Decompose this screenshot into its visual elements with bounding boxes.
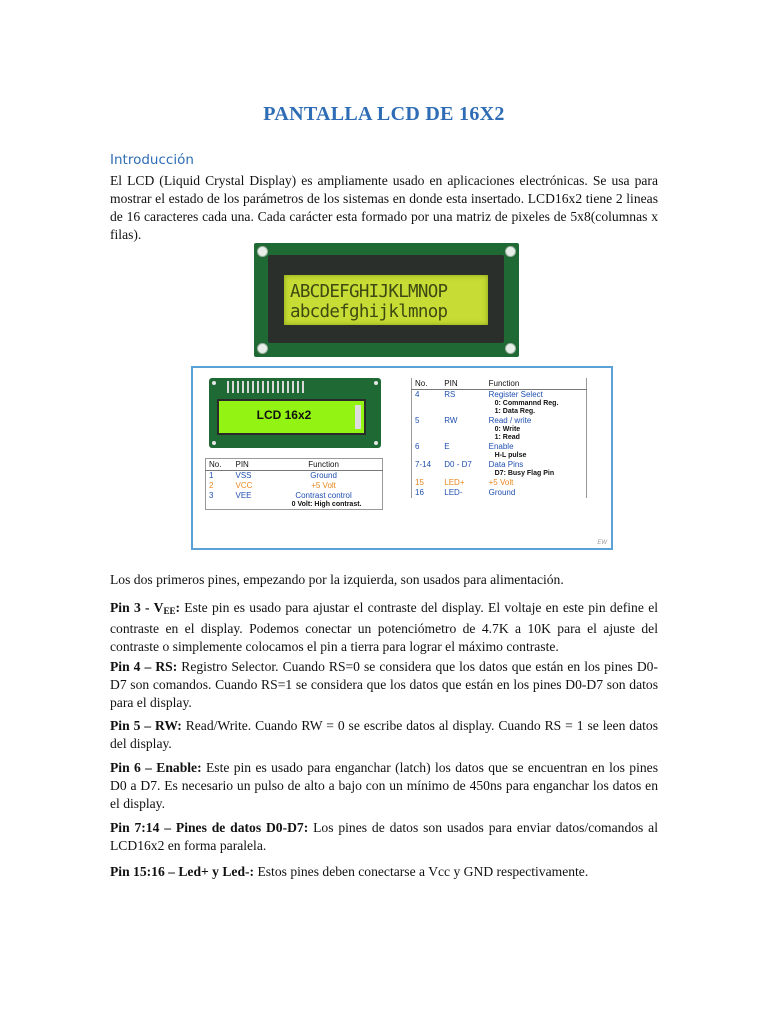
- pin-function: Ground: [488, 488, 516, 497]
- lcd-board-screen: [217, 399, 366, 435]
- table-row: [206, 481, 383, 491]
- table-row: [412, 488, 587, 498]
- pin-number: 4: [415, 390, 420, 399]
- pin-6-label: Pin 6 – Enable:: [110, 760, 202, 775]
- col-header-no: No.: [412, 378, 442, 390]
- lcd-bezel: [268, 255, 504, 343]
- pin-function-label: Data Pins: [488, 460, 524, 469]
- pin-4-text: Registro Selector. Cuando RS=0 se considera que los datos que están en los pines D0-D7 son comandos. Cuando RS=1 se considera que los datos que están en los pines D0-D7 son datos para el display.: [110, 659, 658, 710]
- pin-6-text: Este pin es usado para enganchar (latch) los datos que se encuentran en los pines D0 a D7. Es necesario un pulso de alto a bajo con un mínimo de 450ns para enganchar los datos en el display.: [110, 760, 658, 811]
- pinout-figure: [191, 366, 613, 550]
- pin-15-16-label: Pin 15:16 – Led+ y Led-:: [110, 864, 255, 879]
- pin-3-label-text: Pin 3 - V: [110, 600, 164, 615]
- pin-function-note: 1: Read: [494, 434, 520, 441]
- lcd-row-1: ABCDEFGHIJKLMNOP: [290, 282, 448, 302]
- pin-5-paragraph: [110, 717, 658, 753]
- pin-5-text: Read/Write. Cuando RW = 0 se escribe datos al display. Cuando RS = 1 se leen datos del display.: [110, 718, 659, 751]
- contrast-bar-icon: [355, 405, 361, 429]
- lcd-screen: [284, 275, 488, 325]
- pin-function-note: D7: Busy Flag Pin: [494, 470, 555, 477]
- col-header-function: Function: [486, 378, 587, 390]
- pin-number: 2: [209, 481, 214, 490]
- pin-name: VSS: [235, 471, 252, 480]
- pin-number: 3: [209, 491, 214, 500]
- pin-number: 15: [415, 478, 424, 487]
- intro-paragraph: El LCD (Liquid Crystal Display) es ampliamente usado en aplicaciones electrónicas. Se usa para mostrar el estado de los parámetros de los sistemas en donde esta insertado. LCD16x2 tiene 2 lineas de 16 caracteres cada una. Cada carácter esta formado por una matriz de pixeles de 5x8(columnas x filas).: [110, 173, 658, 242]
- pin-function: Ground: [310, 471, 337, 480]
- mounting-hole-icon: [212, 441, 216, 445]
- table-row: [412, 390, 587, 417]
- mounting-hole-icon: [257, 246, 268, 257]
- table-row: [412, 442, 587, 460]
- pin-function: [486, 416, 587, 442]
- mounting-hole-icon: [374, 441, 378, 445]
- col-header-function: Function: [265, 459, 382, 471]
- pin-function: [265, 491, 382, 510]
- pin-name: VEE: [235, 491, 252, 500]
- table-row: [412, 478, 587, 488]
- pin-name: E: [444, 442, 450, 451]
- lcd-board-label: LCD 16x2: [256, 408, 312, 422]
- pin-number: 1: [209, 471, 214, 480]
- pin-function-label: Read / write: [488, 416, 532, 425]
- pin-name: D0 - D7: [444, 460, 472, 469]
- pin-6-paragraph: [110, 759, 658, 813]
- col-header-pin: PIN: [441, 378, 485, 390]
- table-row: [412, 460, 587, 478]
- lcd-board-diagram: [209, 378, 381, 448]
- pin-function: [486, 390, 587, 417]
- lcd-module-photo: [254, 243, 519, 357]
- pin-3-label-colon: :: [175, 600, 180, 615]
- pin-3-paragraph: [110, 599, 658, 656]
- pin-15-16-text: Estos pines deben conectarse a Vcc y GND respectivamente.: [254, 864, 589, 879]
- power-paragraph: Los dos primeros pines, empezando por la izquierda, son usados para alimentación.: [110, 572, 564, 587]
- pin-5-label: Pin 5 – RW:: [110, 718, 182, 733]
- mounting-hole-icon: [212, 381, 216, 385]
- table-row: [412, 416, 587, 442]
- header-pins-icon: [227, 381, 307, 395]
- mounting-hole-icon: [505, 343, 516, 354]
- pin-name: RW: [444, 416, 458, 425]
- pin-number: 7-14: [415, 460, 432, 469]
- section-heading-intro: Introducción: [110, 152, 194, 168]
- pin-function-label: Enable: [488, 442, 514, 451]
- col-header-no: No.: [206, 459, 233, 471]
- pin-3-label-sub: EE: [163, 606, 176, 616]
- pin-number: 16: [415, 488, 424, 497]
- pin-function-note: 0 Volt: High contrast.: [291, 501, 362, 508]
- pin-15-16-paragraph: [110, 863, 658, 881]
- pin-function: [486, 442, 587, 460]
- pin-table-left: [205, 458, 383, 510]
- pin-name: VCC: [235, 481, 253, 490]
- pin-name: RS: [444, 390, 456, 399]
- pin-4-label: Pin 4 – RS:: [110, 659, 178, 674]
- pin-7-14-label: Pin 7:14 – Pines de datos D0-D7:: [110, 820, 309, 835]
- pin-7-14-text: Los pines de datos son usados para enviar datos/comandos al LCD16x2 en forma paralela.: [110, 820, 658, 853]
- table-row: [206, 491, 383, 510]
- pin-7-14-paragraph: [110, 819, 658, 855]
- mounting-hole-icon: [374, 381, 378, 385]
- pin-function-note: 0: Write: [494, 426, 521, 433]
- pin-function: +5 Volt: [488, 478, 514, 487]
- table-row: [206, 471, 383, 482]
- pin-3-text: Este pin es usado para ajustar el contraste del display. El voltaje en este pin define el contraste en el display. Podemos conectar un potenciómetro de 4.7K a 10K para el ajuste del contraste o simplemente colocamos el pin a tierra para lograr el máximo contraste.: [110, 600, 658, 654]
- figure-credit: EW: [597, 540, 607, 546]
- pin-number: 6: [415, 442, 420, 451]
- pin-3-label: [110, 600, 180, 615]
- pin-function-label: Contrast control: [295, 491, 352, 500]
- pin-function-note: H-L pulse: [494, 452, 527, 459]
- pin-function: [486, 460, 587, 478]
- mounting-hole-icon: [505, 246, 516, 257]
- pin-name: LED+: [444, 478, 465, 487]
- pin-table-right: [411, 378, 587, 498]
- pin-4-paragraph: [110, 658, 658, 712]
- page-title: PANTALLA LCD DE 16X2: [263, 103, 505, 125]
- col-header-pin: PIN: [233, 459, 266, 471]
- pin-number: 5: [415, 416, 420, 425]
- pin-function-note: 0: Commannd Reg.: [494, 400, 559, 407]
- pin-function: +5 Volt: [311, 481, 336, 490]
- pin-function-label: Register Select: [488, 390, 543, 399]
- pin-name: LED-: [444, 488, 463, 497]
- lcd-row-2: abcdefghijklmnop: [290, 302, 448, 322]
- pin-function-note: 1: Data Reg.: [494, 408, 536, 415]
- mounting-hole-icon: [257, 343, 268, 354]
